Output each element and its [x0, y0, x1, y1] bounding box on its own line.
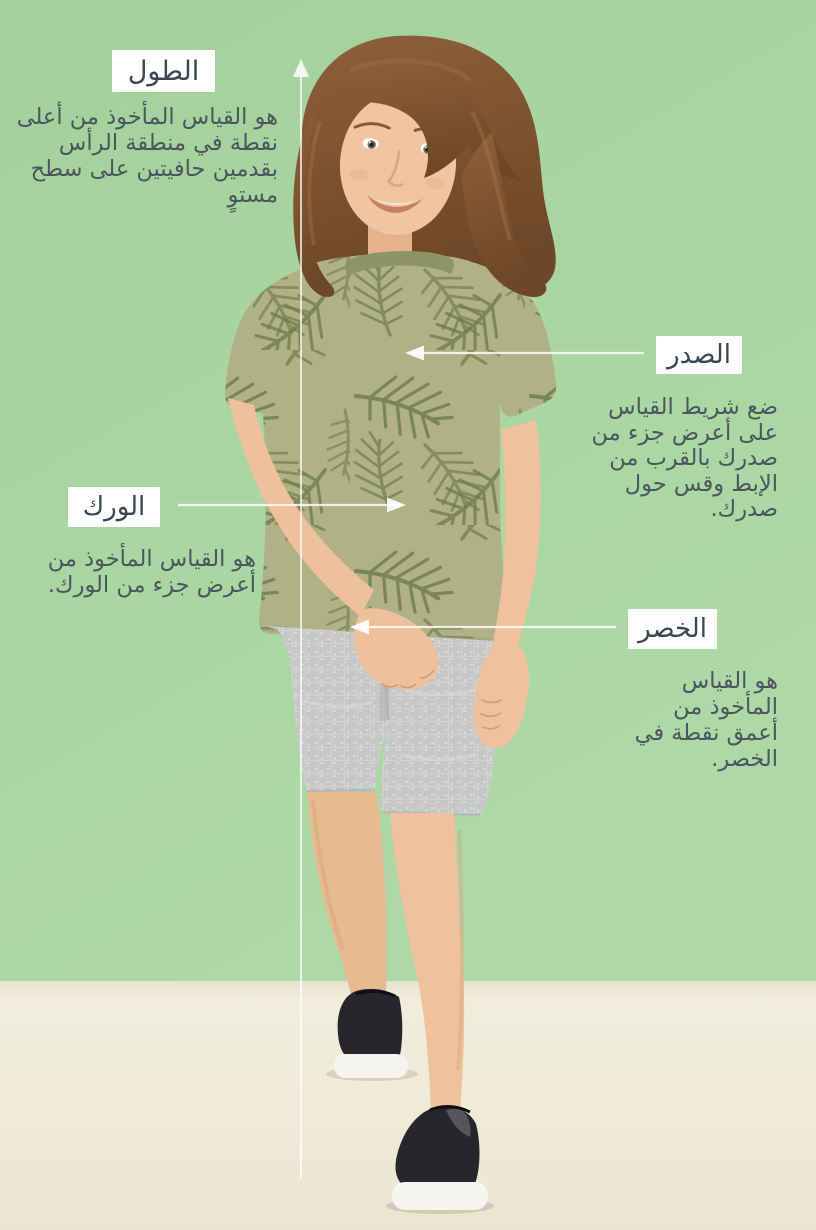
- shoe-back: [334, 989, 408, 1078]
- hip-description: هو القياس المأخوذ من أعرض جزء من الورك.: [47, 546, 256, 598]
- chest-label: الصدر: [656, 336, 742, 374]
- waist-label: الخصر: [628, 609, 717, 649]
- tshirt: [259, 254, 511, 642]
- chest-description: ضع شريط القياس على أعرض جزء من صدرك بالقرب من الإبط وقس حول صدرك.: [591, 394, 778, 522]
- height-description: هو القياس المأخوذ من أعلى نقطة في منطقة الرأس بقدمين حافيتين على سطح مستوٍ: [16, 104, 278, 208]
- leg-back: [307, 792, 387, 994]
- shoe-front: [392, 1106, 488, 1210]
- waist-description: هو القياس المأخوذ من أعمق نقطة في الخصر.: [634, 668, 778, 772]
- hip-label: الورك: [68, 487, 160, 527]
- height-label: الطول: [112, 50, 215, 92]
